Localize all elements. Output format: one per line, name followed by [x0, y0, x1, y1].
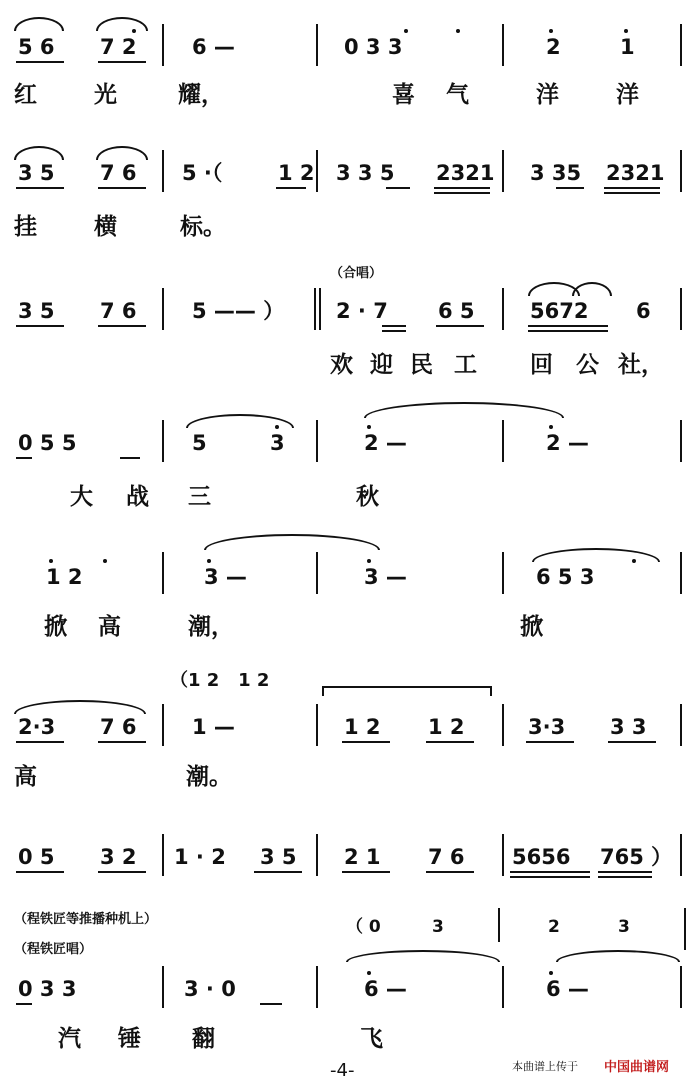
slur [14, 17, 64, 31]
barline [680, 24, 682, 66]
underline [382, 330, 406, 332]
note: 2 [546, 35, 561, 59]
octave-dot [49, 559, 53, 563]
note-group: 1 2 [46, 565, 83, 589]
barline [162, 704, 164, 746]
lyric: 标。 [180, 214, 226, 240]
note-group: 5 6 [18, 35, 55, 59]
barline [316, 150, 318, 192]
note-group: 1 2 [344, 715, 381, 739]
note-group: 7 6 [100, 161, 137, 185]
note-group: 5656 [512, 845, 571, 869]
lyric: 迎 [370, 352, 393, 378]
note-group: 3 — [204, 565, 247, 589]
underline [16, 187, 64, 189]
octave-dot [367, 559, 371, 563]
barline [316, 24, 318, 66]
barline [316, 834, 318, 876]
underline [342, 871, 390, 873]
lyric: 大 [70, 484, 93, 510]
section-label: （合唱） [330, 266, 383, 281]
lyric: 锤 [118, 1026, 141, 1052]
underline [426, 741, 474, 743]
octave-dot [549, 29, 553, 33]
lyric: 红 [14, 82, 37, 108]
underline [342, 741, 390, 743]
barline [162, 288, 164, 330]
slur [96, 17, 148, 31]
note-group: 7 2 [100, 35, 137, 59]
lyric: 回 [530, 352, 553, 378]
note-group: 2321 [436, 161, 495, 185]
underline [528, 325, 608, 327]
note-group: 6 5 [438, 299, 475, 323]
underline [604, 192, 660, 194]
stage-direction: （程铁匠等推播种机上） [14, 912, 158, 927]
note-group: 0 5 [18, 845, 55, 869]
note-group: 0 5 5 [18, 431, 77, 455]
lyric: 高 [98, 614, 121, 640]
lyric: 挂 [14, 214, 37, 240]
underline [604, 187, 660, 189]
note: 3 [270, 431, 285, 455]
octave-dot [632, 559, 636, 563]
underline [434, 187, 490, 189]
slur [364, 402, 564, 418]
barline [502, 552, 504, 594]
note-group: 5 ·（ [182, 161, 223, 185]
octave-dot [207, 559, 211, 563]
lyric: 气 [446, 82, 469, 108]
underline [16, 1003, 32, 1005]
note-group: 3 5 [260, 845, 297, 869]
barline [502, 288, 504, 330]
note-group: 6 — [364, 977, 407, 1001]
underline [16, 325, 64, 327]
barline [502, 966, 504, 1008]
slur [204, 534, 380, 550]
lyric: 公 [576, 352, 599, 378]
note-group: 0 3 3 [18, 977, 77, 1001]
octave-dot [103, 559, 107, 563]
barline [502, 24, 504, 66]
lyric: 秋 [356, 484, 379, 510]
upper-note: （ 0 [346, 917, 381, 937]
note-group: 2 — [364, 431, 407, 455]
barline [502, 834, 504, 876]
underline [598, 876, 652, 878]
lyric: 战 [126, 484, 149, 510]
underline [98, 871, 146, 873]
slur [96, 146, 148, 160]
upper-note: 3 [618, 917, 630, 937]
underline [510, 876, 590, 878]
barline [684, 908, 686, 950]
lyric: 社， [618, 352, 664, 378]
octave-dot [132, 29, 136, 33]
section-label: （1 2 1 2 [170, 670, 270, 691]
lyric: 掀 [44, 614, 67, 640]
lyric: 翻 [192, 1026, 215, 1052]
note-group: 3 35 [530, 161, 582, 185]
underline [598, 871, 652, 873]
note-group: 7 6 [100, 715, 137, 739]
barline [162, 834, 164, 876]
note: 6 [636, 299, 651, 323]
note-group: 3 2 [100, 845, 137, 869]
note-group: 765 ） [600, 845, 673, 869]
slur [346, 950, 500, 962]
note-group: 1 · 2 [174, 845, 226, 869]
barline [316, 420, 318, 462]
octave-dot [404, 29, 408, 33]
note: 5 [192, 431, 207, 455]
octave-dot [275, 425, 279, 429]
underline [382, 325, 406, 327]
page-number: -4- [330, 1060, 355, 1081]
note-group: 2321 [606, 161, 665, 185]
barline [162, 24, 164, 66]
octave-dot [549, 425, 553, 429]
bracket-end [322, 686, 324, 696]
note-group: 6 — [192, 35, 235, 59]
note-group: 3 · 0 [184, 977, 236, 1001]
barline [316, 704, 318, 746]
lyric: 三 [188, 484, 211, 510]
barline [502, 150, 504, 192]
underline [98, 741, 146, 743]
barline [316, 966, 318, 1008]
underline [120, 457, 140, 459]
slur [14, 700, 146, 714]
underline [98, 61, 146, 63]
lyric: 汽 [58, 1026, 81, 1052]
barline [680, 420, 682, 462]
note-group: 7 6 [100, 299, 137, 323]
underline [434, 192, 490, 194]
barline [162, 966, 164, 1008]
note-group: 0 3 3 [344, 35, 403, 59]
slur [532, 548, 660, 562]
note-group: 6 5 3 [536, 565, 595, 589]
site-logo[interactable]: 中国曲谱网 [604, 1060, 670, 1075]
underline [556, 187, 584, 189]
underline [16, 741, 64, 743]
lyric: 洋 [536, 82, 559, 108]
note: 1 [620, 35, 635, 59]
note-group: 5 —— ） [192, 299, 285, 323]
underline [608, 741, 656, 743]
lyric: 洋 [616, 82, 639, 108]
lyric: 耀， [178, 82, 224, 108]
underline [510, 871, 590, 873]
underline [426, 871, 474, 873]
lyric: 高 [14, 764, 37, 790]
lyric: 欢 [330, 352, 353, 378]
octave-dot [549, 971, 553, 975]
underline [436, 325, 484, 327]
barline [680, 288, 682, 330]
note-group: 1 2 [428, 715, 465, 739]
underline [16, 871, 64, 873]
note-group: 3 5 [18, 299, 55, 323]
slur [572, 282, 612, 296]
note-group: 7 6 [428, 845, 465, 869]
octave-dot [456, 29, 460, 33]
lyric: 民 [410, 352, 433, 378]
bracket-line [322, 686, 492, 688]
lyric: 工 [454, 352, 477, 378]
barline [498, 908, 500, 942]
barline [680, 552, 682, 594]
octave-dot [367, 425, 371, 429]
lyric: 掀 [520, 614, 543, 640]
slur [556, 950, 680, 962]
note-group: 3 3 5 [336, 161, 395, 185]
note-group: 3 5 [18, 161, 55, 185]
barline [680, 150, 682, 192]
stage-direction: （程铁匠唱） [14, 942, 93, 957]
octave-dot [624, 29, 628, 33]
note-group: 3 3 [610, 715, 647, 739]
upload-note: 本曲谱上传于 [512, 1060, 578, 1073]
octave-dot [367, 971, 371, 975]
underline [386, 187, 410, 189]
underline [98, 187, 146, 189]
lyric: 飞 [360, 1026, 383, 1052]
barline [162, 420, 164, 462]
note-group: 5672 [530, 299, 589, 323]
bracket-end [490, 686, 492, 696]
underline [260, 1003, 282, 1005]
lyric: 潮。 [186, 764, 232, 790]
underline [528, 330, 608, 332]
underline [526, 741, 574, 743]
barline [502, 420, 504, 462]
note-group: 1 — [192, 715, 235, 739]
lyric: 光 [94, 82, 117, 108]
lyric: 喜 [392, 82, 415, 108]
underline [276, 187, 306, 189]
note-group: 2·3 [18, 715, 56, 739]
underline [98, 325, 146, 327]
note-group: 3·3 [528, 715, 566, 739]
note-group: 3 — [364, 565, 407, 589]
note-group: 2 — [546, 431, 589, 455]
underline [254, 871, 302, 873]
barline [162, 150, 164, 192]
note-group: 6 — [546, 977, 589, 1001]
upper-note: 3 [432, 917, 444, 937]
note-group: 2 1 [344, 845, 381, 869]
note-group: 2 · 7 [336, 299, 388, 323]
barline [680, 966, 682, 1008]
underline [16, 61, 64, 63]
barline [319, 288, 321, 330]
slur [14, 146, 64, 160]
lyric: 潮， [188, 614, 234, 640]
barline [502, 704, 504, 746]
underline [16, 457, 32, 459]
barline [314, 288, 316, 330]
barline [680, 834, 682, 876]
note-group: 1 2 [278, 161, 315, 185]
barline [680, 704, 682, 746]
upper-note: 2 [548, 917, 560, 937]
barline [316, 552, 318, 594]
barline [162, 552, 164, 594]
lyric: 横 [94, 214, 117, 240]
